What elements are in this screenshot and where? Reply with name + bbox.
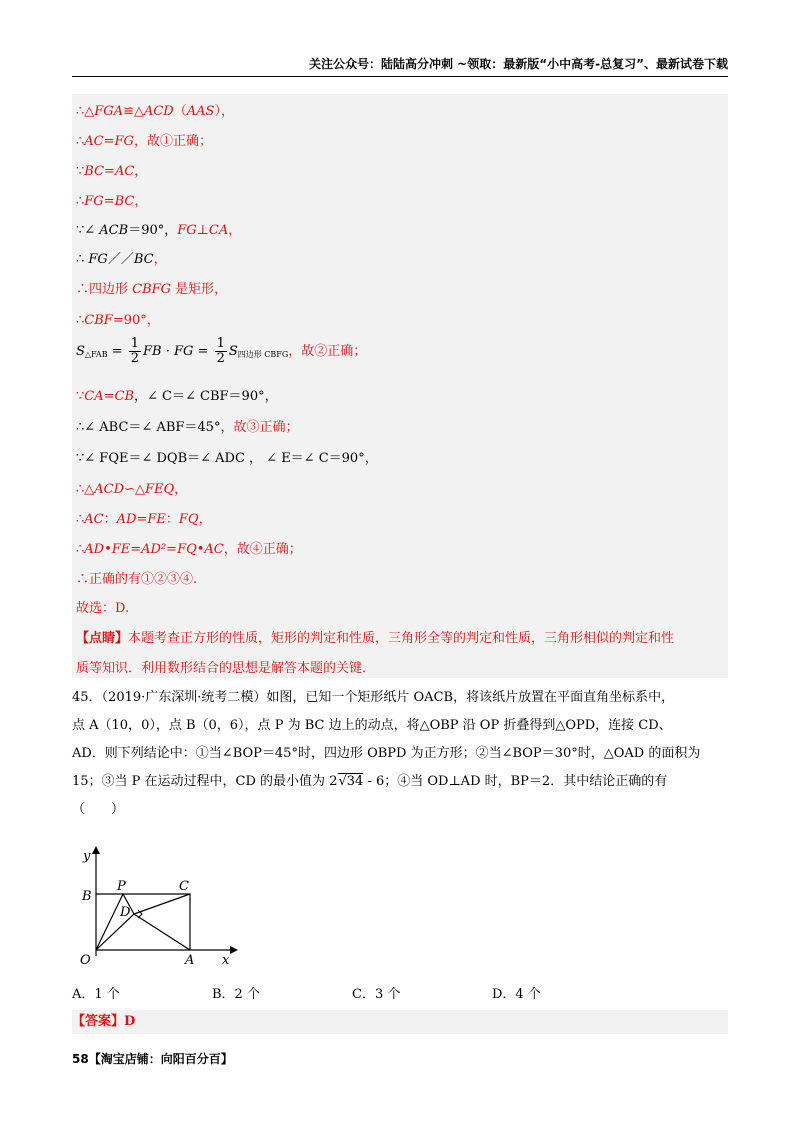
- choice-d[interactable]: D．4 个: [492, 987, 541, 1002]
- choice-c[interactable]: C．3 个: [352, 987, 401, 1002]
- fraction-half: $\frac{1}{2}$: [130, 336, 140, 366]
- page-footer: 58【淘宝店铺：向阳百分百】: [72, 1052, 233, 1066]
- segment-op: [96, 894, 123, 950]
- label-x: x: [222, 953, 230, 968]
- solution-line-19: 质等知识．利用数形结合的思想是解答本题的关键．: [76, 661, 376, 676]
- choice-b[interactable]: B．2 个: [212, 987, 260, 1002]
- label-c: C: [179, 879, 189, 894]
- solution-line-14: ∴AC：AD=FE：FQ，: [76, 512, 212, 527]
- solution-line-6: ∴ FG／／BC，: [76, 252, 167, 267]
- answer-label: 【答案】: [72, 1014, 125, 1029]
- problem-line-5: （ ）: [72, 802, 125, 817]
- segment-cd: [134, 894, 190, 914]
- x-axis-arrow: [230, 946, 238, 954]
- solution-line-11: ∴∠ ABC＝∠ ABF＝45°，故③正确；: [76, 420, 299, 435]
- solution-line-1: ∴△FGA≌△ACD（AAS），: [76, 104, 234, 119]
- label-b: B: [82, 889, 92, 904]
- choice-a[interactable]: A．1 个: [72, 987, 120, 1002]
- problem-text: [72, 684, 728, 824]
- solution-line-2: ∴AC=FG，故①正确；: [76, 134, 212, 149]
- problem-line-4: 15；③当 P 在运动过程中，CD 的最小值为 2√34 - 6；④当 OD⊥AD 时，BP＝2．其中结论正确的有: [72, 774, 668, 789]
- fraction-half-2: $\frac{1}{2}$: [216, 336, 225, 366]
- problem-line-3: AD．则下列结论中：①当∠BOP＝45°时，四边形 OBPD 为正方形；②当∠BOP＝30°时，△OAD 的面积为: [72, 746, 701, 761]
- answer-box: [72, 1010, 728, 1034]
- solution-line-4: ∴FG=BC，: [76, 194, 148, 209]
- solution-line-7: ∴四边形 CBFG 是矩形，: [76, 282, 228, 297]
- solution-line-8: ∴CBF=90°，: [76, 313, 160, 328]
- solution-line-15: ∴AD•FE=AD²=FQ•AC，故④正确；: [76, 542, 302, 557]
- solution-line-5: ∵∠ ACB＝90°，FG⊥CA，: [76, 223, 242, 238]
- solution-line-16: ∴正确的有①②③④.: [76, 572, 198, 587]
- page-header: 关注公众号：陆陆高分冲刺 ~领取：最新版“小中高考-总复习”、最新试卷下载: [72, 55, 728, 77]
- solution-line-17: 故选：D.: [76, 601, 130, 616]
- label-a: A: [185, 953, 195, 968]
- label-d: D: [120, 905, 131, 920]
- solution-line-3: ∵BC=AC，: [76, 164, 148, 179]
- label-y: y: [83, 849, 91, 864]
- sqrt-radicand: √34: [338, 774, 364, 789]
- problem-line-2: 点 A（10，0），点 B（0，6），点 P 为 BC 边上的动点，将△OBP 沿 OP 折叠得到△OPD，连接 CD、: [72, 718, 672, 733]
- geometry-figure: [72, 838, 242, 968]
- solution-line-13: ∴△ACD∽△FEQ，: [76, 482, 188, 497]
- solution-line-18: 【点睛】本题考查正方形的性质，矩形的判定和性质，三角形全等的判定和性质，三角形相似的判定和性: [76, 631, 675, 646]
- solution-line-10: ∵CA=CB，∠ C＝∠ CBF＝90°，: [76, 389, 278, 404]
- answer-value: D: [124, 1014, 136, 1029]
- segment-ad: [134, 914, 190, 950]
- problem-line-1: 45．（2019·广东深圳·统考二模）如图，已知一个矩形纸片 OACB，将该纸片放置在平面直角坐标系中，: [72, 690, 675, 705]
- solution-line-9: $S_{\triangle FAB}$ = $\frac{1}{2}$ FB · FG = $\frac{1}{2}$ $S_{四边形 CBFG}$，故②正确；: [76, 336, 367, 366]
- label-o: O: [80, 953, 91, 968]
- y-axis-arrow: [92, 846, 100, 854]
- solution-line-12: ∵∠ FQE＝∠ DQB＝∠ ADC ， ∠ E＝∠ C＝90°，: [76, 451, 378, 466]
- label-p: P: [117, 879, 126, 894]
